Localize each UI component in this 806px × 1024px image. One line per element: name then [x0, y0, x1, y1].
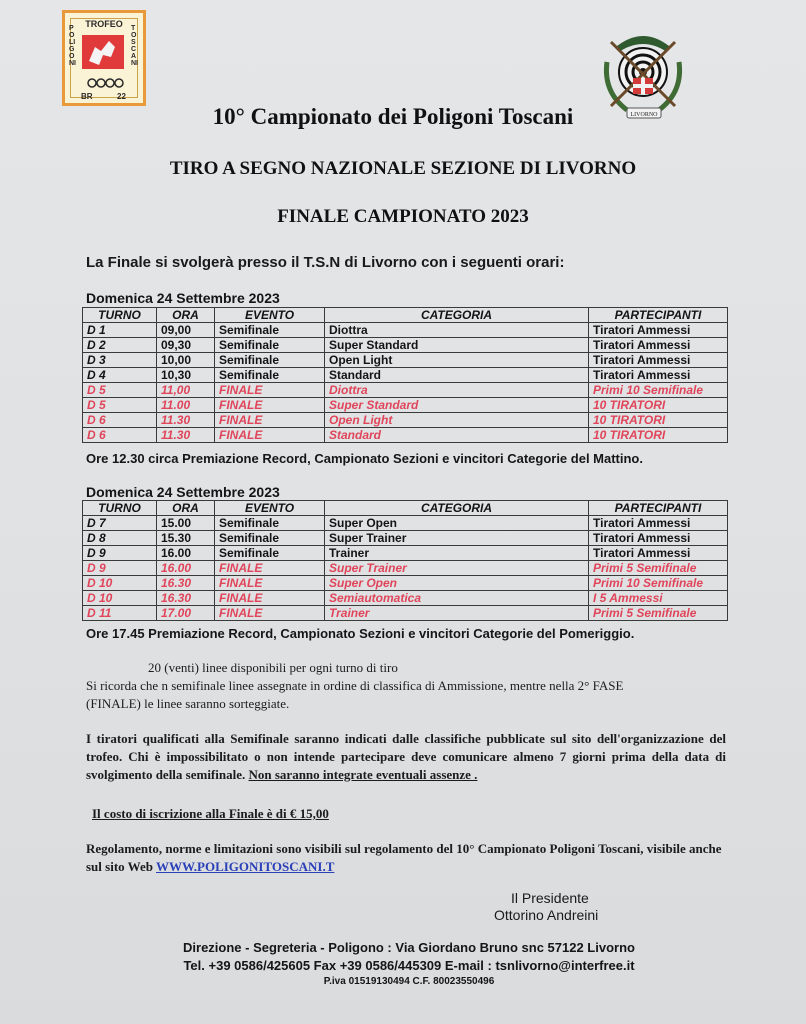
- table-row: [83, 531, 728, 546]
- categoria-cell: Super Trainer: [325, 531, 589, 546]
- evento-cell: Semifinale: [215, 531, 325, 546]
- partecipanti-cell: 10 TIRATORI: [589, 398, 728, 413]
- ora-cell: 16.00: [157, 561, 215, 576]
- table-row: [83, 383, 728, 398]
- categoria-cell: Diottra: [325, 323, 589, 338]
- logo-text-side-left: POLIGONI: [69, 25, 76, 67]
- ora-cell: 15.00: [157, 516, 215, 531]
- lines-count-text: 20 (venti) linee disponibili per ogni turno di tiro: [148, 660, 398, 675]
- table-row: [83, 576, 728, 591]
- table-header-row: [83, 501, 728, 516]
- partecipanti-cell: Primi 10 Semifinale: [589, 576, 728, 591]
- evento-cell: Semifinale: [215, 338, 325, 353]
- evento-cell: FINALE: [215, 428, 325, 443]
- rules-paragraph: [86, 840, 726, 876]
- ora-cell: 09,00: [157, 323, 215, 338]
- categoria-cell: Super Open: [325, 576, 589, 591]
- header-evento: EVENTO: [215, 308, 325, 323]
- categoria-cell: Super Standard: [325, 338, 589, 353]
- signature-name: Ottorino Andreini: [494, 907, 599, 923]
- evento-cell: FINALE: [215, 591, 325, 606]
- categoria-cell: Semiautomatica: [325, 591, 589, 606]
- lines-assignment-text-2: (FINALE) le linee saranno sorteggiate.: [86, 696, 290, 711]
- absences-warning: Non saranno integrate eventuali assenze .: [248, 767, 478, 782]
- header-categoria: CATEGORIA: [325, 308, 589, 323]
- header-partecipanti: PARTECIPANTI: [589, 308, 728, 323]
- evento-cell: Semifinale: [215, 323, 325, 338]
- turno-cell: D 6: [83, 413, 157, 428]
- table-row: [83, 516, 728, 531]
- partecipanti-cell: Tiratori Ammessi: [589, 338, 728, 353]
- ora-cell: 17.00: [157, 606, 215, 621]
- turno-cell: D 11: [83, 606, 157, 621]
- partecipanti-cell: Tiratori Ammessi: [589, 546, 728, 561]
- turno-cell: D 10: [83, 576, 157, 591]
- ora-cell: 10,00: [157, 353, 215, 368]
- afternoon-award-note: Ore 17.45 Premiazione Record, Campionato Sezioni e vincitori Categorie del Pomeriggio.: [86, 626, 635, 641]
- evento-cell: FINALE: [215, 576, 325, 591]
- logo-text-side-right: TOSCANI: [131, 25, 138, 67]
- evento-cell: Semifinale: [215, 353, 325, 368]
- categoria-cell: Super Open: [325, 516, 589, 531]
- table-row: [83, 398, 728, 413]
- website-link[interactable]: WWW.POLIGONITOSCANI.T: [155, 859, 335, 874]
- table-row: [83, 546, 728, 561]
- turno-cell: D 9: [83, 546, 157, 561]
- partecipanti-cell: Tiratori Ammessi: [589, 368, 728, 383]
- logo-text-top: TROFEO: [85, 19, 123, 29]
- evento-cell: FINALE: [215, 561, 325, 576]
- table-row: [83, 353, 728, 368]
- evento-cell: Semifinale: [215, 368, 325, 383]
- categoria-cell: Standard: [325, 428, 589, 443]
- categoria-cell: Open Light: [325, 353, 589, 368]
- ora-cell: 15.30: [157, 531, 215, 546]
- categoria-cell: Super Trainer: [325, 561, 589, 576]
- logo-text-bottom-left: BR: [81, 92, 93, 101]
- turno-cell: D 4: [83, 368, 157, 383]
- evento-cell: Semifinale: [215, 546, 325, 561]
- ora-cell: 11.30: [157, 428, 215, 443]
- qualified-paragraph: [86, 730, 726, 784]
- afternoon-schedule-table: [82, 500, 728, 621]
- turno-cell: D 1: [83, 323, 157, 338]
- footer-address: Direzione - Segreteria - Poligono : Via Giordano Bruno snc 57122 Livorno: [183, 940, 635, 955]
- trofeo-logo: [62, 10, 146, 106]
- categoria-cell: Diottra: [325, 383, 589, 398]
- categoria-cell: Open Light: [325, 413, 589, 428]
- intro-text: La Finale si svolgerà presso il T.S.N di Livorno con i seguenti orari:: [86, 254, 565, 271]
- turno-cell: D 8: [83, 531, 157, 546]
- partecipanti-cell: Tiratori Ammessi: [589, 516, 728, 531]
- turno-cell: D 2: [83, 338, 157, 353]
- header-ora: ORA: [157, 308, 215, 323]
- table-row: [83, 323, 728, 338]
- ora-cell: 10,30: [157, 368, 215, 383]
- morning-schedule-table: [82, 307, 728, 443]
- ora-cell: 16.00: [157, 546, 215, 561]
- turno-cell: D 5: [83, 398, 157, 413]
- footer-contacts: Tel. +39 0586/425605 Fax +39 0586/445309 E-mail : tsnlivorno@interfree.it: [183, 958, 635, 973]
- partecipanti-cell: Primi 5 Semifinale: [589, 606, 728, 621]
- partecipanti-cell: 10 TIRATORI: [589, 413, 728, 428]
- lines-assignment-text-1: Si ricorda che n semifinale linee assegnate in ordine di classifica di Ammissione, mentre nella 2° FASE: [86, 678, 624, 693]
- entry-cost: Il costo di iscrizione alla Finale è di € 15,00: [92, 806, 329, 821]
- table-header-row: [83, 308, 728, 323]
- logo-text-bottom-right: 22: [117, 92, 126, 101]
- table-row: [83, 338, 728, 353]
- morning-award-note: Ore 12.30 circa Premiazione Record, Campionato Sezioni e vincitori Categorie del Mattino.: [86, 451, 643, 466]
- turno-cell: D 5: [83, 383, 157, 398]
- ora-cell: 11.30: [157, 413, 215, 428]
- ora-cell: 11,00: [157, 383, 215, 398]
- turno-cell: D 9: [83, 561, 157, 576]
- final-title: FINALE CAMPIONATO 2023: [277, 206, 529, 227]
- partecipanti-cell: I 5 Ammessi: [589, 591, 728, 606]
- header-turno: TURNO: [83, 501, 157, 516]
- table-row: [83, 591, 728, 606]
- evento-cell: Semifinale: [215, 516, 325, 531]
- header-ora: ORA: [157, 501, 215, 516]
- footer-tax-ids: P.iva 01519130494 C.F. 80023550496: [323, 976, 495, 987]
- partecipanti-cell: Primi 5 Semifinale: [589, 561, 728, 576]
- partecipanti-cell: Tiratori Ammessi: [589, 323, 728, 338]
- ora-cell: 16.30: [157, 591, 215, 606]
- header-partecipanti: PARTECIPANTI: [589, 501, 728, 516]
- turno-cell: D 10: [83, 591, 157, 606]
- partecipanti-cell: 10 TIRATORI: [589, 428, 728, 443]
- partecipanti-cell: Primi 10 Semifinale: [589, 383, 728, 398]
- organization-title: TIRO A SEGNO NAZIONALE SEZIONE DI LIVORNO: [169, 158, 637, 179]
- main-title: 10° Campionato dei Poligoni Toscani: [212, 104, 574, 129]
- signature-role: Il Presidente: [511, 890, 589, 906]
- turno-cell: D 6: [83, 428, 157, 443]
- header-categoria: CATEGORIA: [325, 501, 589, 516]
- categoria-cell: Standard: [325, 368, 589, 383]
- header-turno: TURNO: [83, 308, 157, 323]
- ora-cell: 16.30: [157, 576, 215, 591]
- qualified-text: I tiratori qualificati alla Semifinale saranno indicati dalle classifiche pubblicate sul sito dell'organizzazione del trofeo. Chi è impossibilitato o non intende partecipare deve comunicare almeno 7 giorni prima della data di svolgimento della semifinale.: [86, 731, 726, 782]
- evento-cell: FINALE: [215, 398, 325, 413]
- categoria-cell: Trainer: [325, 606, 589, 621]
- ora-cell: 09,30: [157, 338, 215, 353]
- categoria-cell: Super Standard: [325, 398, 589, 413]
- afternoon-day-label: Domenica 24 Settembre 2023: [86, 484, 280, 500]
- ora-cell: 11.00: [157, 398, 215, 413]
- emblem-caption: LIVORNO: [630, 112, 658, 118]
- evento-cell: FINALE: [215, 606, 325, 621]
- header-evento: EVENTO: [215, 501, 325, 516]
- turno-cell: D 3: [83, 353, 157, 368]
- categoria-cell: Trainer: [325, 546, 589, 561]
- table-row: [83, 368, 728, 383]
- partecipanti-cell: Tiratori Ammessi: [589, 531, 728, 546]
- morning-day-label: Domenica 24 Settembre 2023: [86, 290, 280, 306]
- rules-text: Regolamento, norme e limitazioni sono visibili sul regolamento del 10° Campionato Poligoni Toscani, visibile anche sul sito Web: [86, 841, 722, 874]
- table-row: [83, 428, 728, 443]
- table-row: [83, 413, 728, 428]
- turno-cell: D 7: [83, 516, 157, 531]
- table-row: [83, 606, 728, 621]
- partecipanti-cell: Tiratori Ammessi: [589, 353, 728, 368]
- table-row: [83, 561, 728, 576]
- evento-cell: FINALE: [215, 413, 325, 428]
- evento-cell: FINALE: [215, 383, 325, 398]
